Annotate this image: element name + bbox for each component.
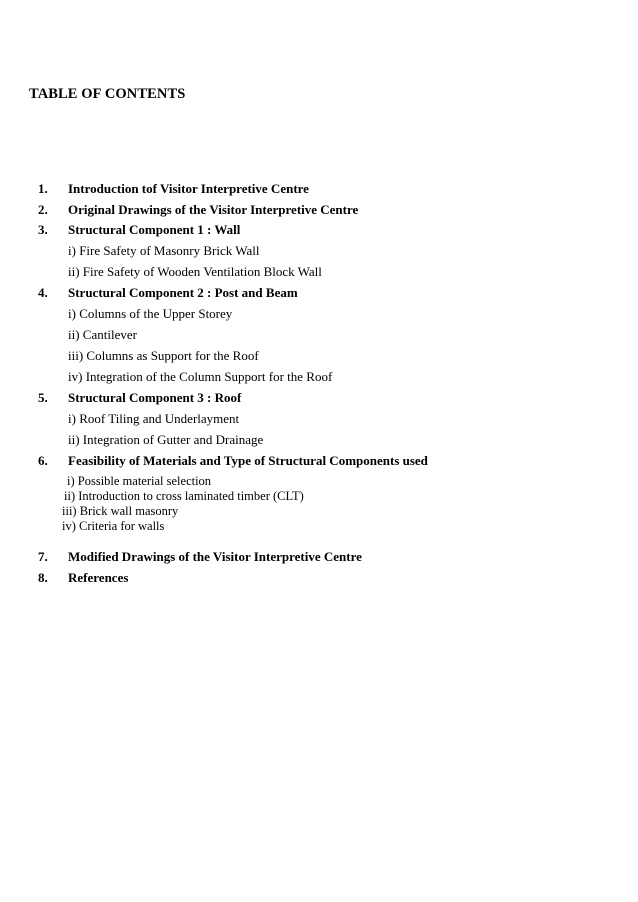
toc-entry-heading: Feasibility of Materials and Type of Structural Components used	[68, 453, 428, 468]
toc-subentry-text: iv) Criteria for walls	[62, 519, 165, 533]
toc-title: TABLE OF CONTENTS	[29, 86, 186, 102]
toc-subentry-text: ii) Fire Safety of Wooden Ventilation Block Wall	[68, 264, 322, 279]
toc-entry-heading: Structural Component 2 : Post and Beam	[68, 285, 298, 300]
toc-entry-number: 2.	[38, 202, 48, 217]
toc-subentry-text: ii) Introduction to cross laminated timber (CLT)	[64, 489, 304, 503]
toc-entry-heading: Modified Drawings of the Visitor Interpretive Centre	[68, 549, 362, 564]
toc-entry-heading: Original Drawings of the Visitor Interpretive Centre	[68, 202, 359, 217]
toc-subentry-text: i) Roof Tiling and Underlayment	[68, 411, 240, 426]
toc-entry-number: 1.	[38, 181, 48, 196]
toc-subentry-text: i) Fire Safety of Masonry Brick Wall	[68, 243, 260, 258]
toc-entry-heading: References	[68, 570, 129, 585]
toc-subentry-text: iii) Columns as Support for the Roof	[68, 348, 259, 363]
toc-subentry-text: i) Possible material selection	[67, 474, 212, 488]
toc-entry-heading: Introduction tof Visitor Interpretive Centre	[68, 181, 309, 196]
toc-entry-number: 5.	[38, 390, 48, 405]
toc-entry-heading: Structural Component 1 : Wall	[68, 222, 241, 237]
toc-entry-number: 6.	[38, 453, 48, 468]
toc-subentry-text: iii) Brick wall masonry	[62, 504, 179, 518]
toc-entry-number: 3.	[38, 222, 48, 237]
toc-subentry-text: ii) Cantilever	[68, 327, 137, 342]
toc-subentry-text: i) Columns of the Upper Storey	[68, 306, 233, 321]
toc-entry-number: 8.	[38, 570, 48, 585]
toc-entry-number: 7.	[38, 549, 48, 564]
toc-subentry-text: iv) Integration of the Column Support for the Roof	[68, 369, 333, 384]
toc-entry-heading: Structural Component 3 : Roof	[68, 390, 242, 405]
toc-entry-number: 4.	[38, 285, 48, 300]
toc-subentry-text: ii) Integration of Gutter and Drainage	[68, 432, 264, 447]
